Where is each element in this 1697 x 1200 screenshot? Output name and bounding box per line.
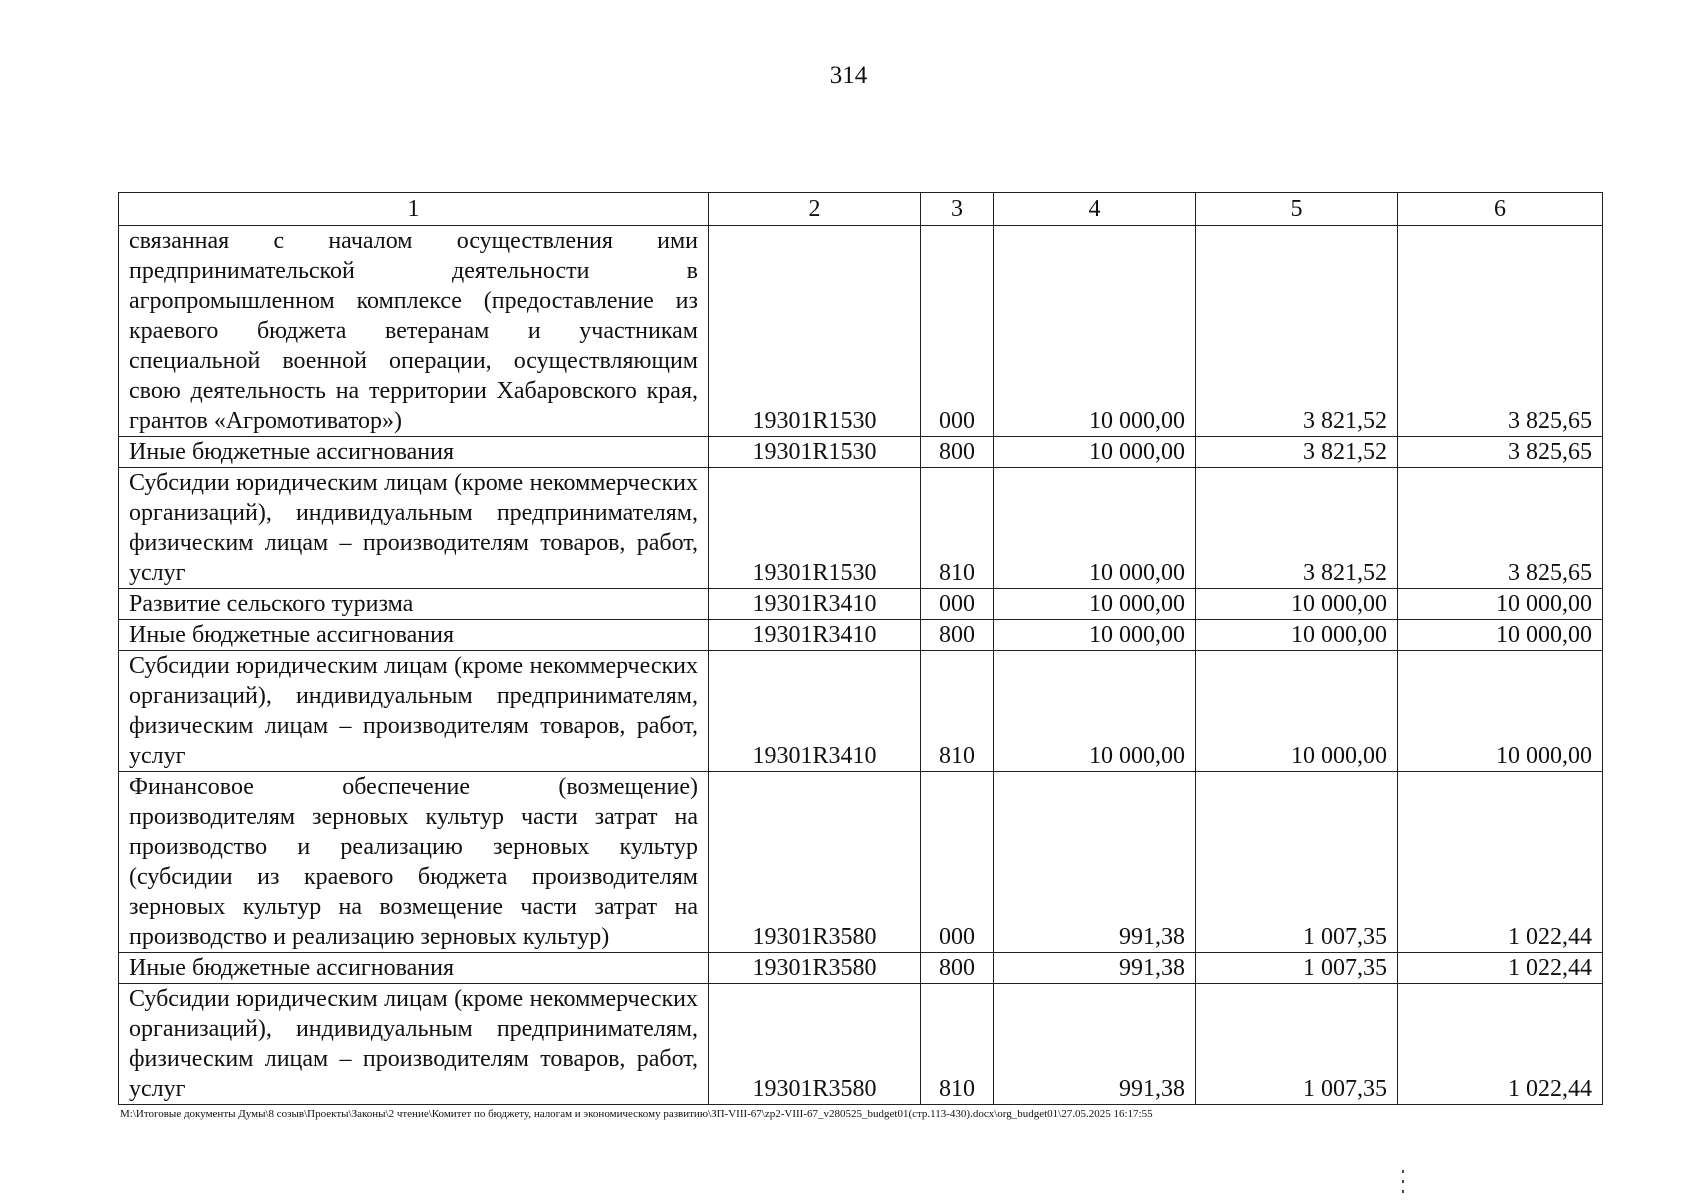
page-number: 314	[829, 62, 868, 89]
amount-col-4: 10 000,00	[994, 651, 1196, 772]
document-file-path: M:\Итоговые документы Думы\8 созыв\Проекты\Законы\2 чтение\Комитет по бюджету, налогам и экономическому развитию\ЗП-VIII-67\zp2-VIII-67_v280525_budget01(стр.113-430).docx\org_budget01\27.05.2025 16:17:55	[120, 1108, 1153, 1120]
expense-type-code: 800	[921, 620, 994, 651]
amount-col-4: 10 000,00	[994, 589, 1196, 620]
scan-artifact	[1402, 1190, 1404, 1193]
row-description: Иные бюджетные ассигнования	[119, 953, 709, 984]
table-row	[119, 468, 1603, 589]
row-description: Развитие сельского туризма	[119, 589, 709, 620]
amount-col-4: 991,38	[994, 772, 1196, 953]
amount-col-6: 1 022,44	[1398, 953, 1603, 984]
expense-type-code: 810	[921, 468, 994, 589]
amount-col-5: 3 821,52	[1196, 226, 1398, 437]
target-article-code: 19301R1530	[709, 226, 921, 437]
row-description: Иные бюджетные ассигнования	[119, 437, 709, 468]
row-description: Субсидии юридическим лицам (кроме некоммерческих организаций), индивидуальным предпринимателям, физическим лицам – производителям товаров, работ, услуг	[119, 984, 709, 1105]
target-article-code: 19301R3580	[709, 772, 921, 953]
amount-col-6: 10 000,00	[1398, 620, 1603, 651]
amount-col-5: 3 821,52	[1196, 437, 1398, 468]
target-article-code: 19301R1530	[709, 437, 921, 468]
amount-col-4: 10 000,00	[994, 468, 1196, 589]
expense-type-code: 000	[921, 226, 994, 437]
amount-col-4: 991,38	[994, 984, 1196, 1105]
table-header-row	[119, 193, 1603, 226]
amount-col-5: 10 000,00	[1196, 651, 1398, 772]
expense-type-code: 800	[921, 437, 994, 468]
table-row	[119, 984, 1603, 1105]
scan-artifact	[1402, 1180, 1404, 1183]
target-article-code: 19301R3580	[709, 984, 921, 1105]
amount-col-6: 10 000,00	[1398, 651, 1603, 772]
amount-col-6: 3 825,65	[1398, 226, 1603, 437]
column-header: 4	[994, 193, 1196, 226]
column-header: 3	[921, 193, 994, 226]
row-description: связанная с началом осуществления ими предпринимательской деятельности в агропромышленном комплексе (предоставление из краевого бюджета ветеранам и участникам специальной военной операции, осуществляющим свою деятельность на территории Хабаровского края, грантов «Агромотиватор»)	[119, 226, 709, 437]
amount-col-5: 1 007,35	[1196, 772, 1398, 953]
amount-col-4: 10 000,00	[994, 226, 1196, 437]
row-description: Субсидии юридическим лицам (кроме некоммерческих организаций), индивидуальным предпринимателям, физическим лицам – производителям товаров, работ, услуг	[119, 468, 709, 589]
column-header: 6	[1398, 193, 1603, 226]
scan-artifact	[1402, 1170, 1404, 1173]
table-row	[119, 589, 1603, 620]
target-article-code: 19301R1530	[709, 468, 921, 589]
amount-col-6: 3 825,65	[1398, 437, 1603, 468]
amount-col-4: 991,38	[994, 953, 1196, 984]
column-header: 2	[709, 193, 921, 226]
amount-col-4: 10 000,00	[994, 620, 1196, 651]
amount-col-6: 1 022,44	[1398, 772, 1603, 953]
amount-col-5: 10 000,00	[1196, 620, 1398, 651]
table-row	[119, 437, 1603, 468]
budget-table	[118, 192, 1603, 1105]
table-row	[119, 226, 1603, 437]
table-row	[119, 953, 1603, 984]
amount-col-5: 10 000,00	[1196, 589, 1398, 620]
column-header: 5	[1196, 193, 1398, 226]
table-row	[119, 651, 1603, 772]
row-description: Иные бюджетные ассигнования	[119, 620, 709, 651]
amount-col-6: 3 825,65	[1398, 468, 1603, 589]
expense-type-code: 810	[921, 651, 994, 772]
target-article-code: 19301R3410	[709, 651, 921, 772]
row-description: Финансовое обеспечение (возмещение) производителям зерновых культур части затрат на производство и реализацию зерновых культур (субсидии из краевого бюджета производителям зерновых культур на возмещение части затрат на производство и реализацию зерновых культур)	[119, 772, 709, 953]
expense-type-code: 000	[921, 772, 994, 953]
amount-col-5: 1 007,35	[1196, 953, 1398, 984]
column-header: 1	[119, 193, 709, 226]
amount-col-5: 1 007,35	[1196, 984, 1398, 1105]
table-row	[119, 620, 1603, 651]
expense-type-code: 800	[921, 953, 994, 984]
target-article-code: 19301R3410	[709, 620, 921, 651]
amount-col-4: 10 000,00	[994, 437, 1196, 468]
amount-col-6: 1 022,44	[1398, 984, 1603, 1105]
row-description: Субсидии юридическим лицам (кроме некоммерческих организаций), индивидуальным предпринимателям, физическим лицам – производителям товаров, работ, услуг	[119, 651, 709, 772]
target-article-code: 19301R3410	[709, 589, 921, 620]
amount-col-5: 3 821,52	[1196, 468, 1398, 589]
target-article-code: 19301R3580	[709, 953, 921, 984]
amount-col-6: 10 000,00	[1398, 589, 1603, 620]
expense-type-code: 000	[921, 589, 994, 620]
table-row	[119, 772, 1603, 953]
expense-type-code: 810	[921, 984, 994, 1105]
